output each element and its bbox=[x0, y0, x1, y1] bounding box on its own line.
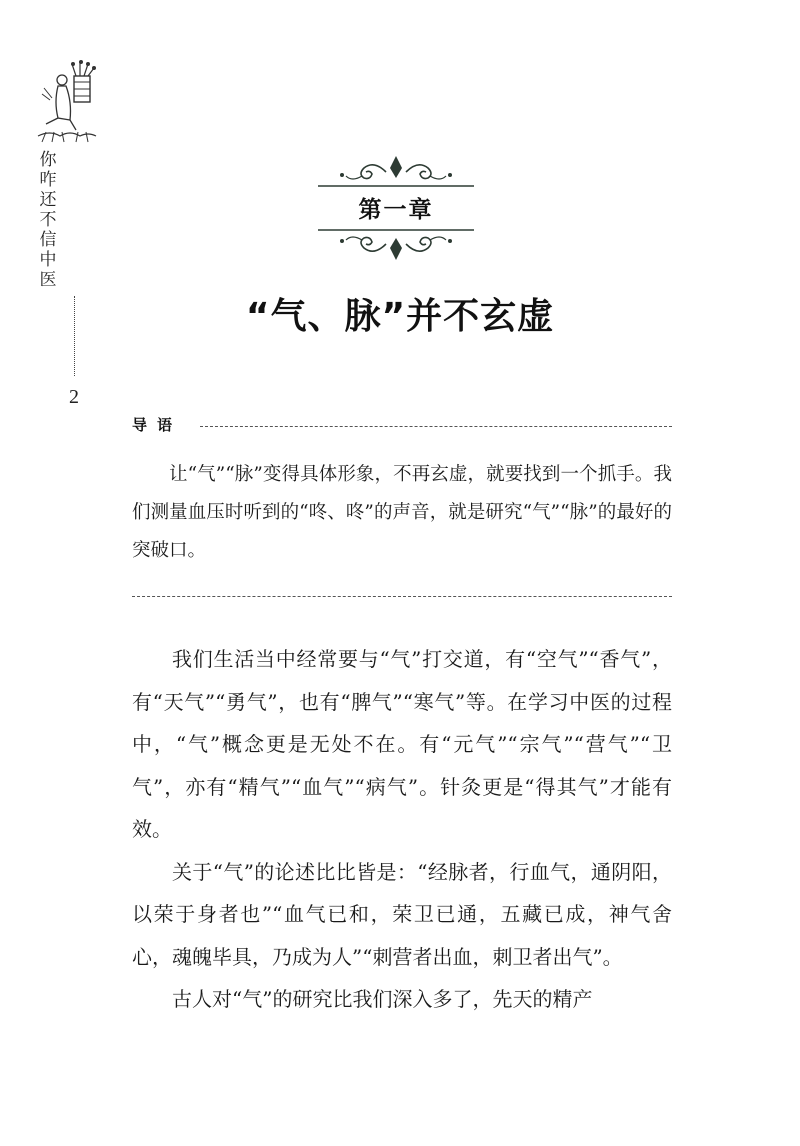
intro-paragraph: 让“气”“脉”变得具体形象，不再玄虚，就要找到一个抓手。我们测量血压时听到的“咚、咚”的声音，就是研究“气”“脉”的最好的突破口。 bbox=[132, 464, 672, 561]
running-book-title: 你咋还不信中医 bbox=[39, 150, 57, 290]
body-text-block bbox=[132, 638, 672, 1021]
intro-label: 导语 bbox=[132, 416, 183, 434]
intro-top-divider bbox=[200, 426, 672, 427]
top-ornament-icon bbox=[318, 154, 474, 188]
bottom-ornament-icon bbox=[318, 228, 474, 262]
intro-text-block bbox=[132, 456, 672, 570]
body-paragraph-3: 古人对“气”的研究比我们深入多了，先天的精产 bbox=[172, 987, 593, 1011]
chapter-number: 第一章 bbox=[358, 197, 434, 223]
page-number: 2 bbox=[69, 386, 79, 408]
running-title-rule bbox=[74, 296, 75, 376]
chapter-title: “气、脉”并不玄虚 bbox=[245, 296, 555, 337]
sage-with-basket-icon bbox=[36, 58, 100, 148]
intro-header bbox=[132, 414, 672, 438]
body-paragraph-2: 关于“气”的论述比比皆是：“经脉者，行血气，通阴阳，以荣于身者也”“血气已和，荣卫已通，五藏已成，神气舍心，魂魄毕具，乃成为人”“刺营者出血，刺卫者出气”。 bbox=[132, 859, 672, 969]
body-paragraph-1: 我们生活当中经常要与“气”打交道，有“空气”“香气”，有“天气”“勇气”，也有“脾气”“寒气”等。在学习中医的过程中，“气”概念更是无处不在。有“元气”“宗气”“营气”“卫气”，亦有“精气”“血气”“病气”。针灸更是“得其气”才能有效。 bbox=[132, 647, 672, 841]
intro-bottom-divider bbox=[132, 596, 672, 597]
